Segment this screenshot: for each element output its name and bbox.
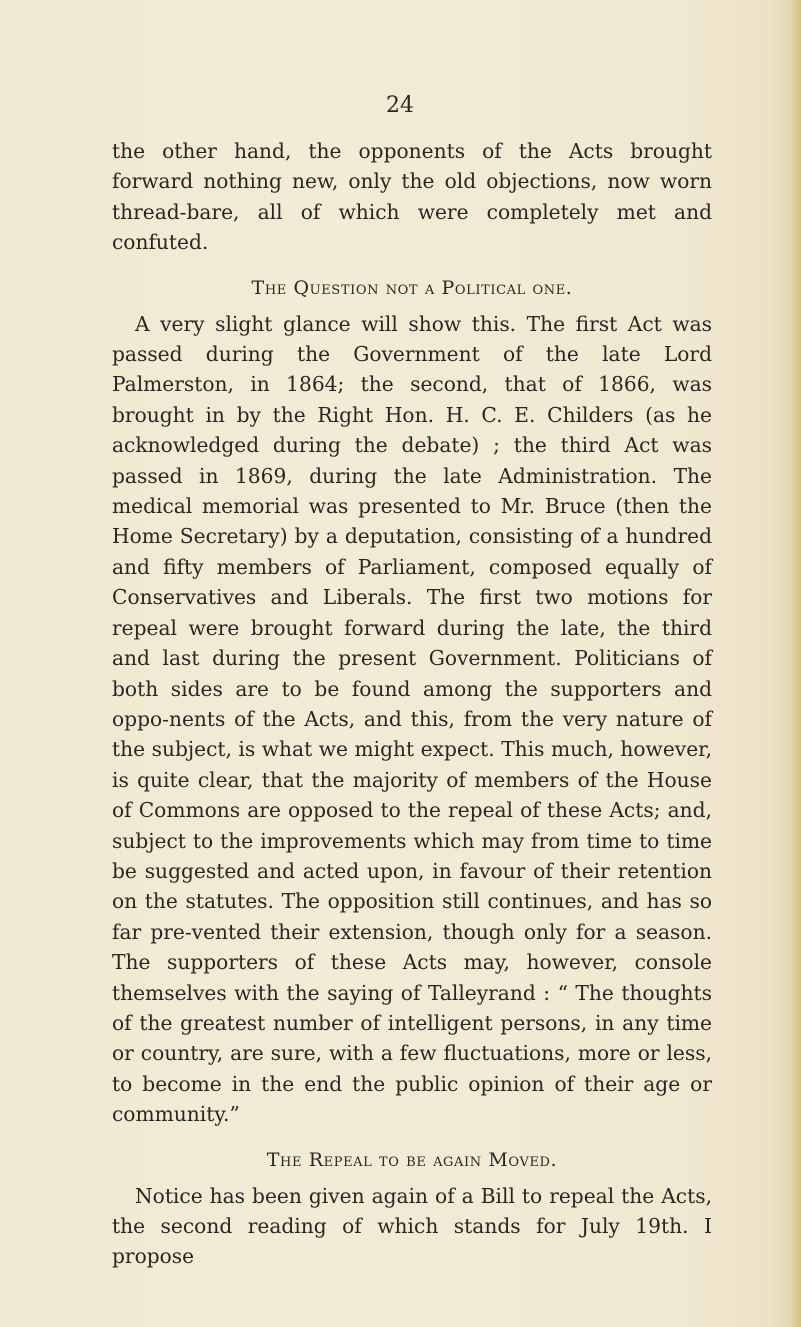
paragraph-continuation: the other hand, the opponents of the Acts brought forward nothing new, only the old objections, now worn thread-bare, all of which were completely met and confuted. [112, 139, 712, 255]
page-body [112, 136, 712, 1272]
section-heading-repeal: The Repeal to be again Moved. [266, 1148, 558, 1171]
page-number: 24 [386, 93, 414, 118]
paragraph-political: A very slight glance will show this. The first Act was passed during the Government of the late Lord Palmerston, in 1864; the second, that of 1866, was brought in by the Right Hon. H. C. E. Childers (as he acknowledged during the debate) ; the third Act was passed in 1869, during the late Administration. The medical memorial was presented to Mr. Bruce (then the Home Secretary) by a deputation, consisting of a hundred and fifty members of Parliament, composed equally of Conservatives and Liberals. The first two motions for repeal were brought forward during the late, the third and last during the present Government. Politicians of both sides are to be found among the supporters and oppo-nents of the Acts, and this, from the very nature of the subject, is what we might expect. This much, however, is quite clear, that the majority of members of the House of Commons are opposed to the repeal of these Acts; and, subject to the improvements which may from time to time be suggested and acted upon, in favour of their retention on the statutes. The opposition still continues, and has so far pre-vented their extension, though only for a season. The supporters of these Acts may, however, console themselves with the saying of Talleyrand : “ The thoughts of the greatest number of intelligent persons, in any time or country, are sure, with a few fluctuations, more or less, to become in the end the public opinion of their age or community.” [112, 311, 712, 1127]
paragraph-repeal: Notice has been given again of a Bill to repeal the Acts, the second reading of which stands for July 19th. I propose [112, 1183, 712, 1269]
page-edge [791, 0, 801, 1327]
section-heading-political: The Question not a Political one. [251, 276, 573, 299]
